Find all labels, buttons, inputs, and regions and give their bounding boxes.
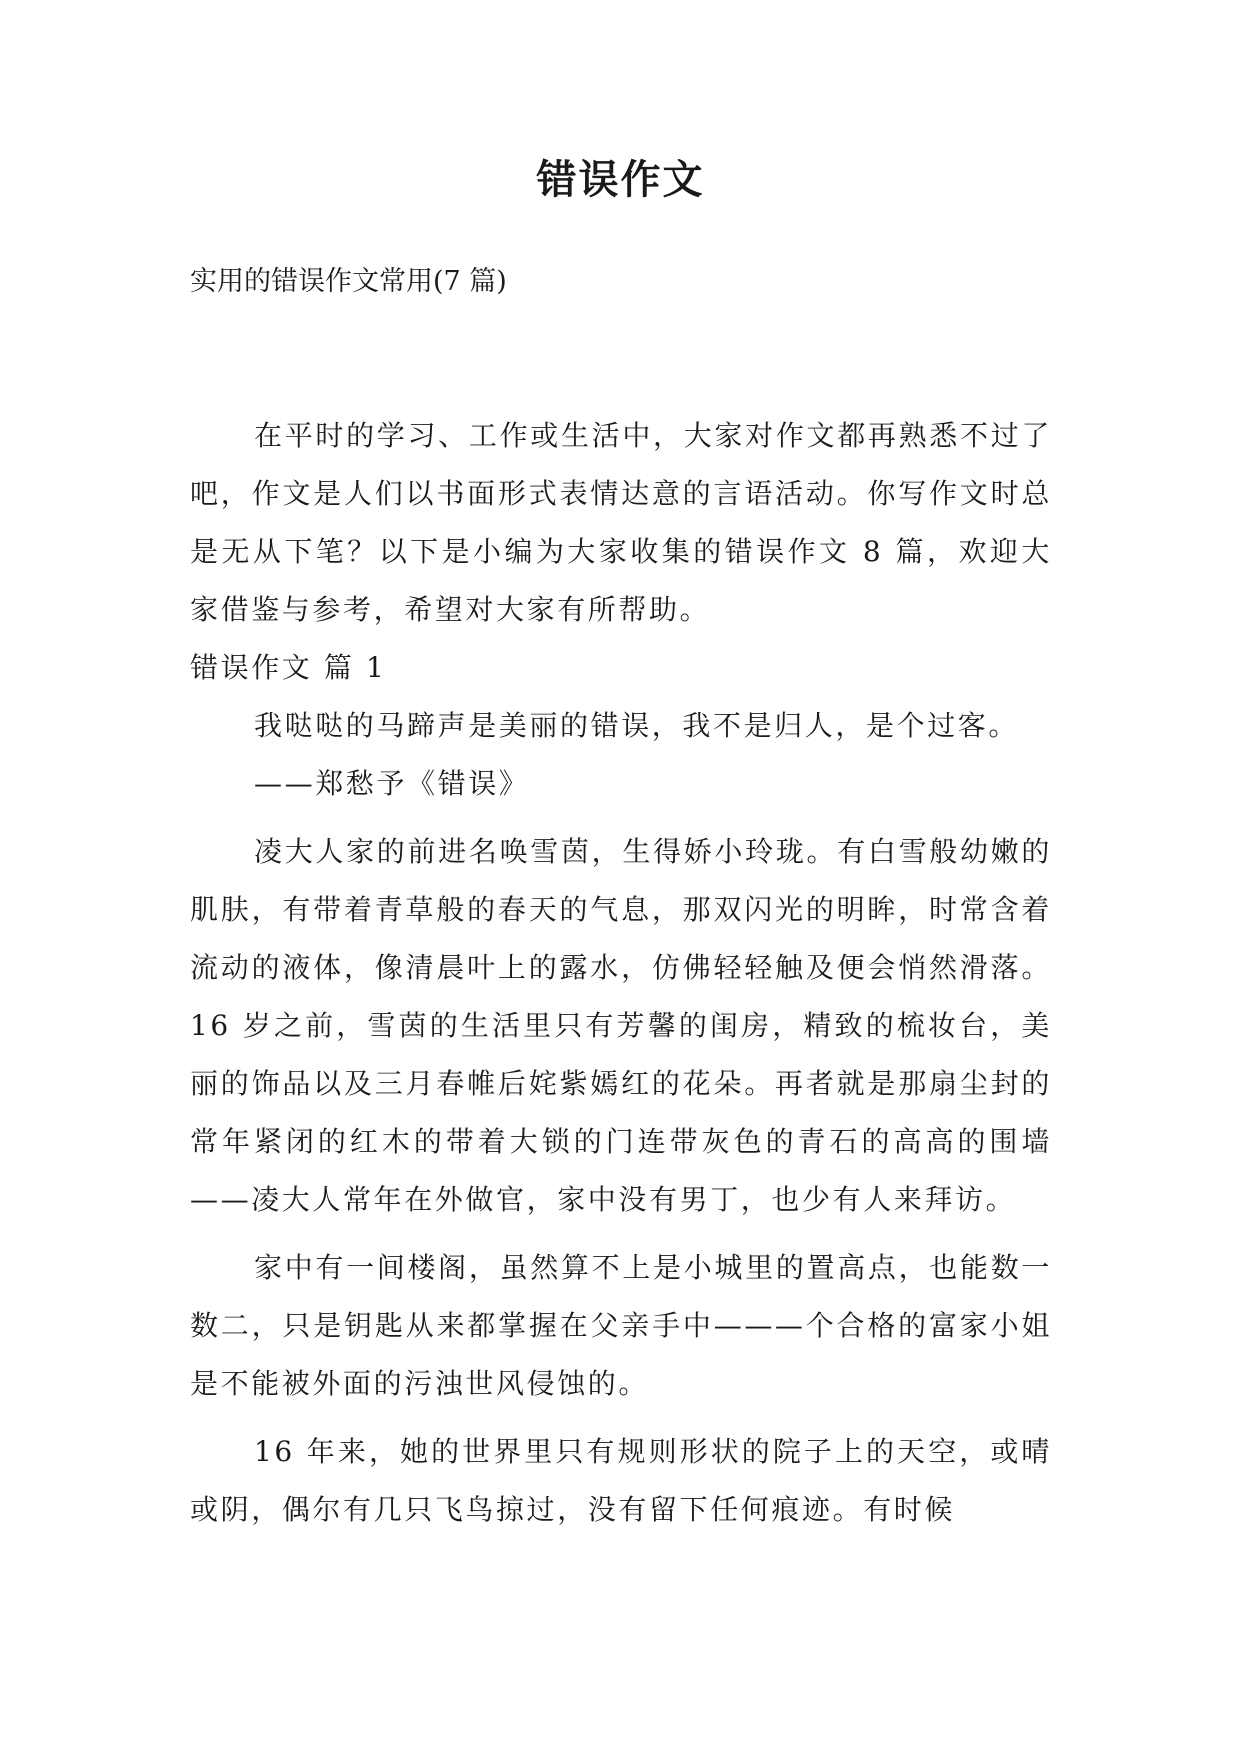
section-heading: 错误作文 篇 1 [190,651,387,684]
body-paragraph: 家中有一间楼阁，虽然算不上是小城里的置高点，也能数一数二，只是钥匙从来都掌握在父亲手中———个合格的富家小姐是不能被外面的污浊世风侵蚀的。 [190,1251,1052,1400]
document-body [190,407,1052,1539]
body-paragraph: 凌大人家的前进名唤雪茵，生得娇小玲珑。有白雪般幼嫩的肌肤，有带着青草般的春天的气息，那双闪光的明眸，时常含着流动的液体，像清晨叶上的露水，仿佛轻轻触及便会悄然滑落。16 岁之前，雪茵的生活里只有芳馨的闺房，精致的梳妆台，美丽的饰品以及三月春帷后姹紫嫣红的花朵。再者就是那扇尘封的常年紧闭的红木的带着大锁的门连带灰色的青石的高高的围墙——凌大人常年在外做官，家中没有男丁，也少有人来拜访。 [190,835,1052,1216]
document-title: 错误作文 [536,157,705,203]
epigraph-line: 我哒哒的马蹄声是美丽的错误，我不是归人，是个过客。 [254,709,1020,742]
intro-paragraph: 在平时的学习、工作或生活中，大家对作文都再熟悉不过了吧，作文是人们以书面形式表情达意的言语活动。你写作文时总是无从下笔？以下是小编为大家收集的错误作文 8 篇，欢迎大家借鉴与参考，希望对大家有所帮助。 [190,419,1052,626]
body-paragraph: 16 年来，她的世界里只有规则形状的院子上的天空，或晴或阴，偶尔有几只飞鸟掠过，没有留下任何痕迹。有时候 [190,1435,1052,1526]
document-subtitle: 实用的错误作文常用(7 篇) [190,266,507,297]
epigraph-attribution: ——郑愁予《错误》 [254,767,530,800]
